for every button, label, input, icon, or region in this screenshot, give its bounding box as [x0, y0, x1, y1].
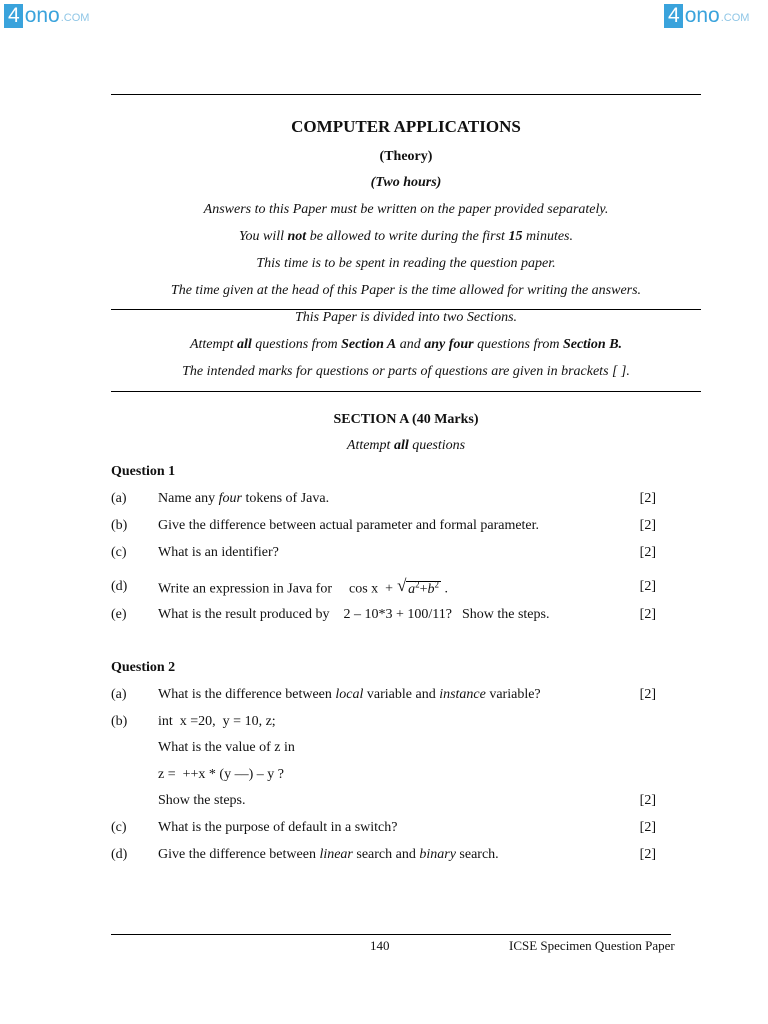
instruction-1: Answers to this Paper must be written on the paper provided separately.	[203, 202, 609, 217]
question-1a: (a) Name any four tokens of Java. [2]	[111, 491, 656, 506]
section-instruction: Attempt all questions	[346, 438, 466, 453]
logo-suffix: .COM	[60, 12, 90, 24]
footer-divider	[111, 934, 671, 935]
question-1e: (e) What is the result produced by 2 – 10*3 + 100/11? Show the steps. [2]	[111, 607, 656, 622]
question-2c: (c) What is the purpose of default in a switch? [2]	[111, 820, 656, 835]
question-2b-line2: What is the value of z in	[158, 740, 295, 755]
question-2b: (b) int x =20, y = 10, z;	[111, 714, 276, 729]
question-2d: (d) Give the difference between linear search and binary search. [2]	[111, 847, 656, 862]
paper-title: COMPUTER APPLICATIONS	[291, 117, 521, 136]
top-divider	[111, 94, 701, 95]
marks: [2]	[639, 491, 656, 506]
question-1b: (b) Give the difference between actual parameter and formal parameter. [2]	[111, 518, 656, 533]
question-2-title: Question 2	[111, 660, 176, 675]
marks: [2]	[639, 579, 656, 594]
marks: [2]	[639, 518, 656, 533]
paper-duration: (Two hours)	[370, 175, 442, 190]
question-1c: (c) What is an identifier? [2]	[111, 545, 656, 560]
page-number: 140	[370, 938, 390, 953]
marks: [2]	[639, 607, 656, 622]
marks: [2]	[639, 793, 656, 808]
section-title: SECTION A (40 Marks)	[333, 412, 479, 427]
logo-text: ono	[684, 4, 720, 27]
square-root-expression: √ $a^2+b^2$	[397, 576, 439, 597]
marks: [2]	[639, 545, 656, 560]
marks: [2]	[639, 847, 656, 862]
paper-subtitle: (Theory)	[379, 149, 433, 164]
footer-label: ICSE Specimen Question Paper	[509, 938, 675, 953]
question-1-title: Question 1	[111, 464, 176, 479]
instruction-5: This Paper is divided into two Sections.	[294, 310, 518, 325]
site-logo-left[interactable]	[4, 4, 89, 28]
instruction-2: You will not be allowed to write during the first 15 minutes.	[239, 229, 573, 244]
logo-text: ono	[24, 4, 60, 27]
instruction-4: The time given at the head of this Paper is the time allowed for writing the answers.	[170, 283, 642, 298]
site-logo-right[interactable]	[664, 4, 749, 28]
instruction-6: Attempt all questions from Section A and any four questions from Section B.	[189, 337, 623, 352]
logo-mark: 4	[664, 4, 683, 28]
question-2a: (a) What is the difference between local variable and instance variable? [2]	[111, 687, 656, 702]
lower-divider	[111, 391, 701, 392]
marks: [2]	[639, 820, 656, 835]
logo-mark: 4	[4, 4, 23, 28]
logo-suffix: .COM	[720, 12, 750, 24]
question-2b-line3: z = ++x * (y ––) – y ?	[158, 767, 284, 782]
question-2b-line4: Show the steps. [2]	[158, 793, 656, 808]
instruction-7: The intended marks for questions or parts of questions are given in brackets [ ].	[182, 364, 630, 379]
marks: [2]	[639, 687, 656, 702]
instruction-3: This time is to be spent in reading the question paper.	[256, 256, 556, 271]
question-1d: (d) Write an expression in Java for cos x + √ $a^2+b^2$ . [2]	[111, 576, 656, 597]
